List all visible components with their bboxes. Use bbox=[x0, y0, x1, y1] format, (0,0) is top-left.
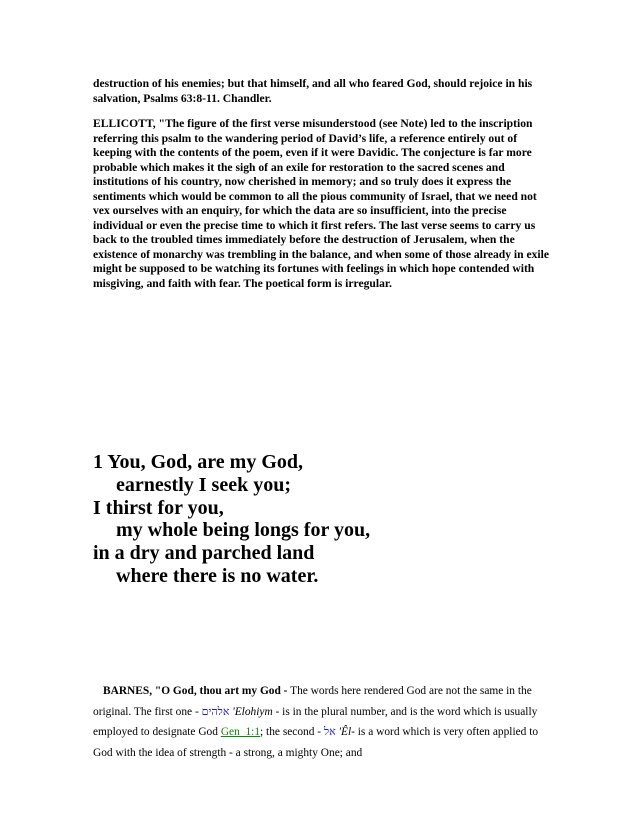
commentary-paragraph-barnes bbox=[93, 681, 545, 763]
barnes-text-4: - is a word which is very often applied to God with the idea of strength - a strong, a mighty One; and bbox=[93, 726, 539, 759]
psalm-verse bbox=[93, 451, 370, 588]
hebrew-word-el: אל bbox=[323, 725, 336, 738]
barnes-lead-heading: BARNES, "O God, thou art my God - bbox=[103, 685, 288, 697]
commentary-paragraph-ellicott: ELLICOTT, "The figure of the first verse misunderstood (see Note) led to the inscription referring this psalm to the wandering period of David’s life, a reference entirely out of keeping with the contents of the poem, even if it were Davidic. The conjecture is far more probable which makes it the sigh of an exile for restoration to the sacred scenes and institutions of his country, now cherished in memory; and so truly does it express the sentiments which would be common to all the pious community of Israel, that we need not vex ourselves with an enquiry, for which the data are so insufficient, into the precise individual or even the precise time to which it first refers. The last verse seems to carry us back to the troubled times immediately before the destruction of Jerusalem, when the existence of monarchy was trembling in the balance, and when some of those already in exile might be supposed to be watching its fortunes with feelings in which hope contended with misgiving, and faith with fear. The poetical form is irregular. bbox=[93, 117, 550, 290]
barnes-text-2: - is in the plural number, and is the word which is usually employed to designate God bbox=[93, 705, 538, 738]
verse-line-6: where there is no water. bbox=[116, 564, 319, 587]
genesis-reference-link[interactable]: Gen_1:1 bbox=[220, 726, 261, 738]
hebrew-word-elohim: אלהים bbox=[201, 704, 230, 718]
commentary-paragraph-chandler: destruction of his enemies; but that himself, and all who feared God, should rejoice in his salvation, Psalms 63:8-11. Chandler. bbox=[93, 77, 533, 105]
transliteration-elohim: 'Elohiym bbox=[229, 705, 273, 718]
verse-line-1: 1 You, God, are my God, bbox=[93, 451, 304, 473]
transliteration-el: 'Êl bbox=[335, 726, 352, 738]
verse-line-2: earnestly I seek you; bbox=[116, 473, 291, 496]
verse-line-5: in a dry and parched land bbox=[93, 542, 315, 565]
barnes-text-1: The words here rendered God are not the same in the original. The first one - bbox=[93, 685, 532, 718]
verse-line-4: my whole being longs for you, bbox=[116, 519, 371, 542]
verse-line-3: I thirst for you, bbox=[93, 496, 224, 519]
barnes-text-3: ; the second - bbox=[260, 726, 324, 738]
